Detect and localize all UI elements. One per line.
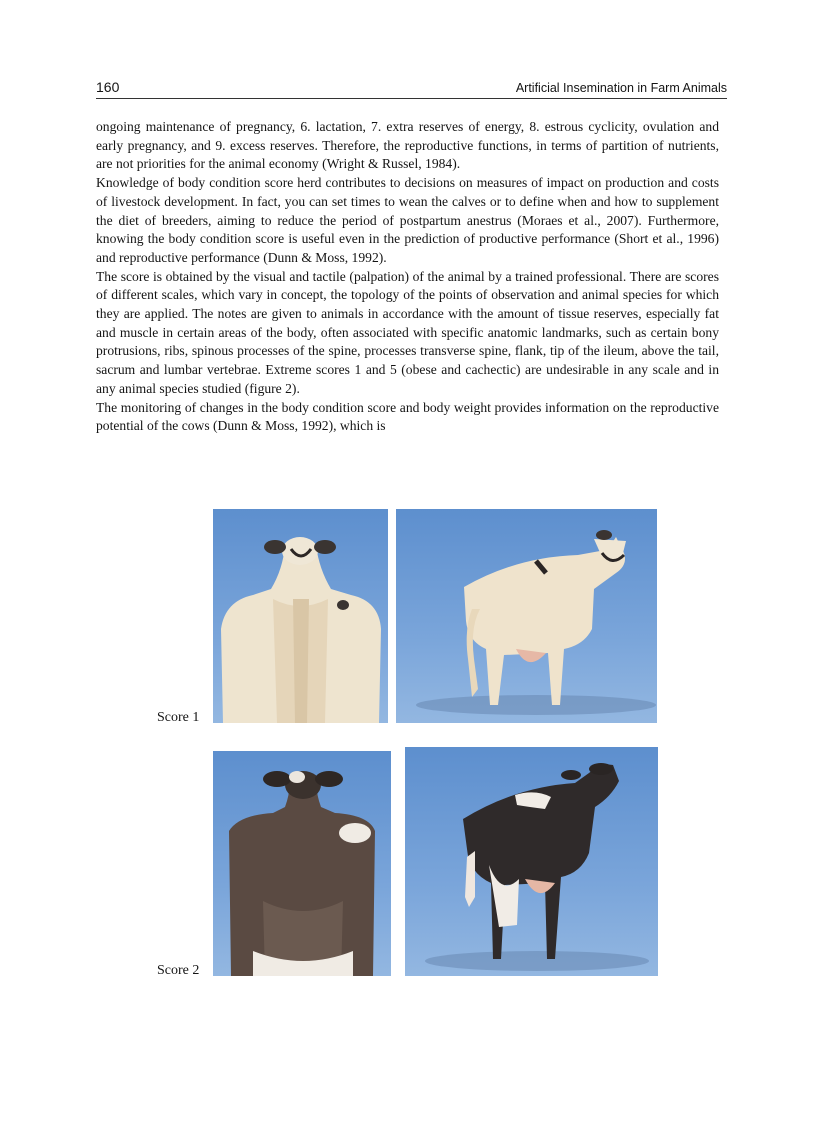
score2-rear-cow-image [213, 751, 391, 976]
score1-side-cow-image [396, 509, 657, 723]
score1-side-photo [396, 509, 657, 723]
score2-rear-photo [213, 751, 391, 976]
score2-label: Score 2 [157, 963, 200, 978]
body-text [96, 118, 719, 436]
paragraph-2: Knowledge of body condition score herd contributes to decisions on measures of impact on production and costs of livestock development. In fact, you can set times to wean the calves or to define when and how to supplement the diet of breeders, aiming to reduce the period of postpartum anestrus (Moraes et al., 2007). Furthermore, knowing the body condition score is useful even in the prediction of productive performance (Short et al., 1996) and reproductive performance (Dunn & Moss, 1992). [96, 175, 719, 265]
score1-label: Score 1 [157, 710, 200, 725]
paragraph-4: The monitoring of changes in the body condition score and body weight provides information on the reproductive potential of the cows (Dunn & Moss, 1992), which is [96, 399, 719, 434]
score1-rear-cow-image [213, 509, 388, 723]
paragraph-3: The score is obtained by the visual and tactile (palpation) of the animal by a trained professional. There are scores of different scales, which vary in concept, the topology of the points of observation and animal species for which they are applied. The notes are given to animals in accordance with the amount of tissue reserves, especially fat and muscle in certain areas of the body, often associated with specific anatomic landmarks, such as certain bony protrusions, ribs, spinous processes of the spine, processes transverse spine, flank, tip of the ileum, above the tail, sacrum and lumbar vertebrae. Extreme scores 1 and 5 (obese and cachectic) are undesirable in any scale and in any animal species studied (figure 2). [96, 268, 719, 396]
score2-side-photo [405, 747, 658, 976]
score2-side-cow-image [405, 747, 658, 976]
page-number: 160 [96, 79, 120, 95]
running-title: Artificial Insemination in Farm Animals [515, 81, 727, 95]
score1-rear-photo [213, 509, 388, 723]
page-header [96, 79, 727, 99]
paragraph-1: ongoing maintenance of pregnancy, 6. lactation, 7. extra reserves of energy, 8. estrous cyclicity, ovulation and early pregnancy, and 9. excess reserves. Therefore, the reproductive functions, in terms of partition of nutrients, are not priorities for the animal economy (Wright & Russel, 1984). [96, 119, 719, 172]
